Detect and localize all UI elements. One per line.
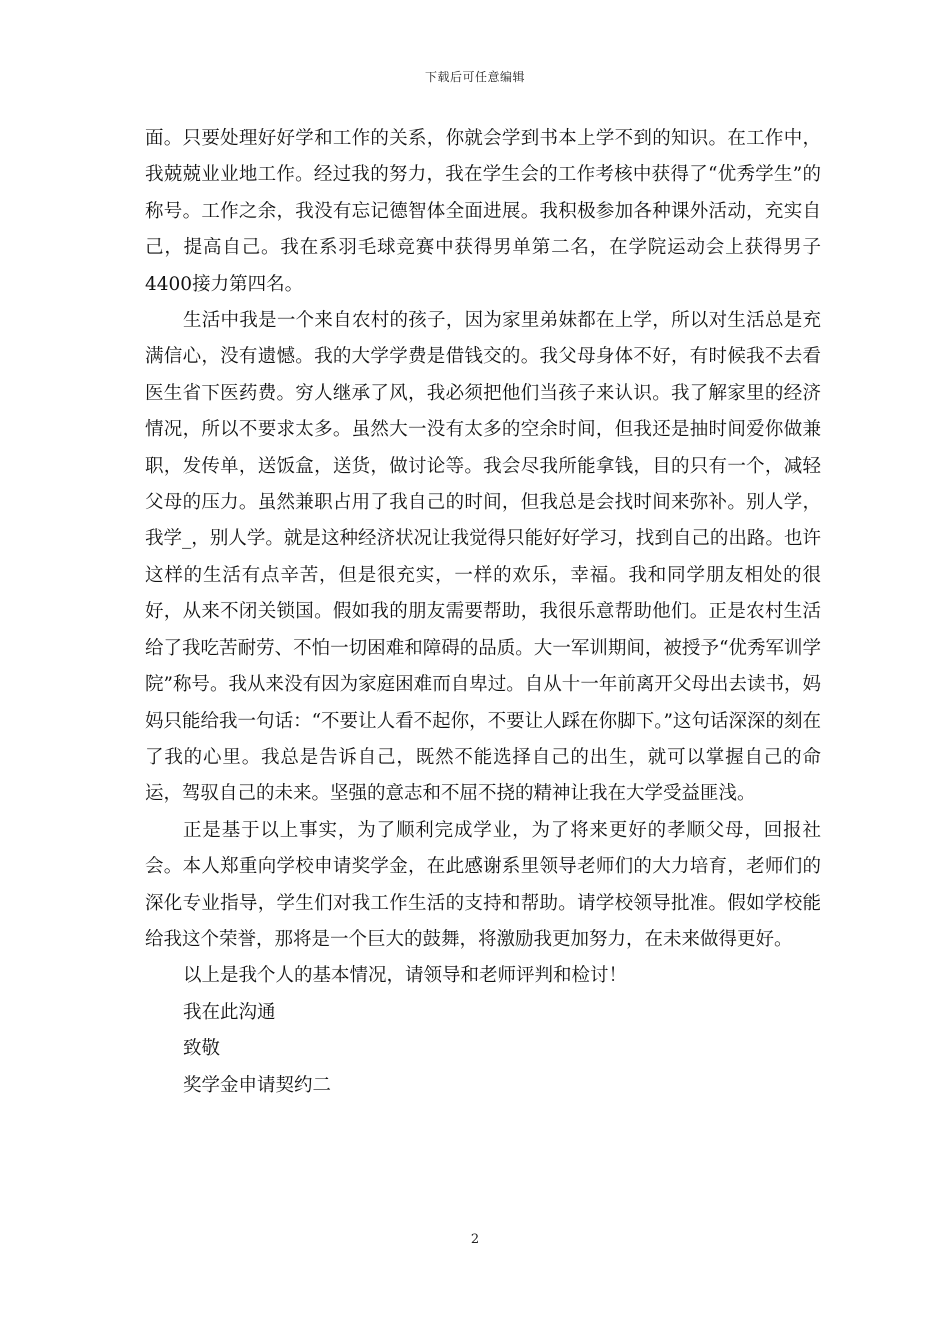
paragraph-closing: 我在此沟通 bbox=[183, 1001, 276, 1023]
paragraph-summary: 以上是我个人的基本情况，请领导和老师评判和检讨！ bbox=[183, 965, 628, 987]
document-body bbox=[145, 121, 821, 1104]
page-header-note: 下载后可任意编辑 bbox=[424, 70, 525, 84]
paragraph-life: 生活中我是一个来自农村的孩子，因为家里弟妹都在上学，所以对生活总是充满信心，没有遗憾。我的大学学费是借钱交的。我父母身体不好，有时候我不去看医生省下医药费。穷人继承了风，我必须把他们当孩子来认识。我了解家里的经济情况，所以不要求太多。虽然大一没有太多的空余时间，但我还是抽时间爱你做兼职，发传单，送饭盒，送货，做讨论等。我会尽我所能拿钱，目的只有一个，减轻父母的压力。虽然兼职占用了我自己的时间，但我总是会找时间来弥补。别人学，我学_，别人学。就是这种经济状况让我觉得只能好好学习，找到自己的出路。也许这样的生活有点辛苦，但是很充实，一样的欢乐，幸福。我和同学朋友相处的很好，从来不闭关锁国。假如我的朋友需要帮助，我很乐意帮助他们。正是农村生活给了我吃苦耐劳、不怕一切困难和障碍的品质。大一军训期间，被授予“优秀军训学院”称号。我从来没有因为家庭困难而自卑过。自从十一年前离开父母出去读书，妈妈只能给我一句话：“不要让人看不起你，不要让人踩在你脚下。”这句话深深的刻在了我的心里。我总是告诉自己，既然不能选择自己的出生，就可以掌握自己的命运，驾驭自己的未来。坚强的意志和不屈不挠的精神让我在大学受益匪浅。 bbox=[145, 310, 821, 805]
paragraph-request: 正是基于以上事实，为了顺利完成学业，为了将来更好的孝顺父母，回报社会。本人郑重向学校申请奖学金，在此感谢系里领导老师们的大力培育，老师们的深化专业指导，学生们对我工作生活的支持和帮助。请学校领导批准。假如学校能给我这个荣誉，那将是一个巨大的鼓舞，将激励我更加努力，在未来做得更好。 bbox=[145, 819, 821, 950]
page-number: 2 bbox=[470, 1232, 480, 1247]
paragraph-salute: 致敬 bbox=[183, 1038, 221, 1060]
paragraph-continuation: 面。只要处理好好学和工作的关系，你就会学到书本上学不到的知识。在工作中，我兢兢业业地工作。经过我的努力，我在学生会的工作考核中获得了“优秀学生”的称号。工作之余，我没有忘记德智体全面进展。我积极参加各种课外活动，充实自己，提高自己。我在系羽毛球竞赛中获得男单第二名，在学院运动会上获得男子4400接力第四名。 bbox=[145, 128, 821, 295]
section-title-next: 奖学金申请契约二 bbox=[183, 1074, 332, 1096]
